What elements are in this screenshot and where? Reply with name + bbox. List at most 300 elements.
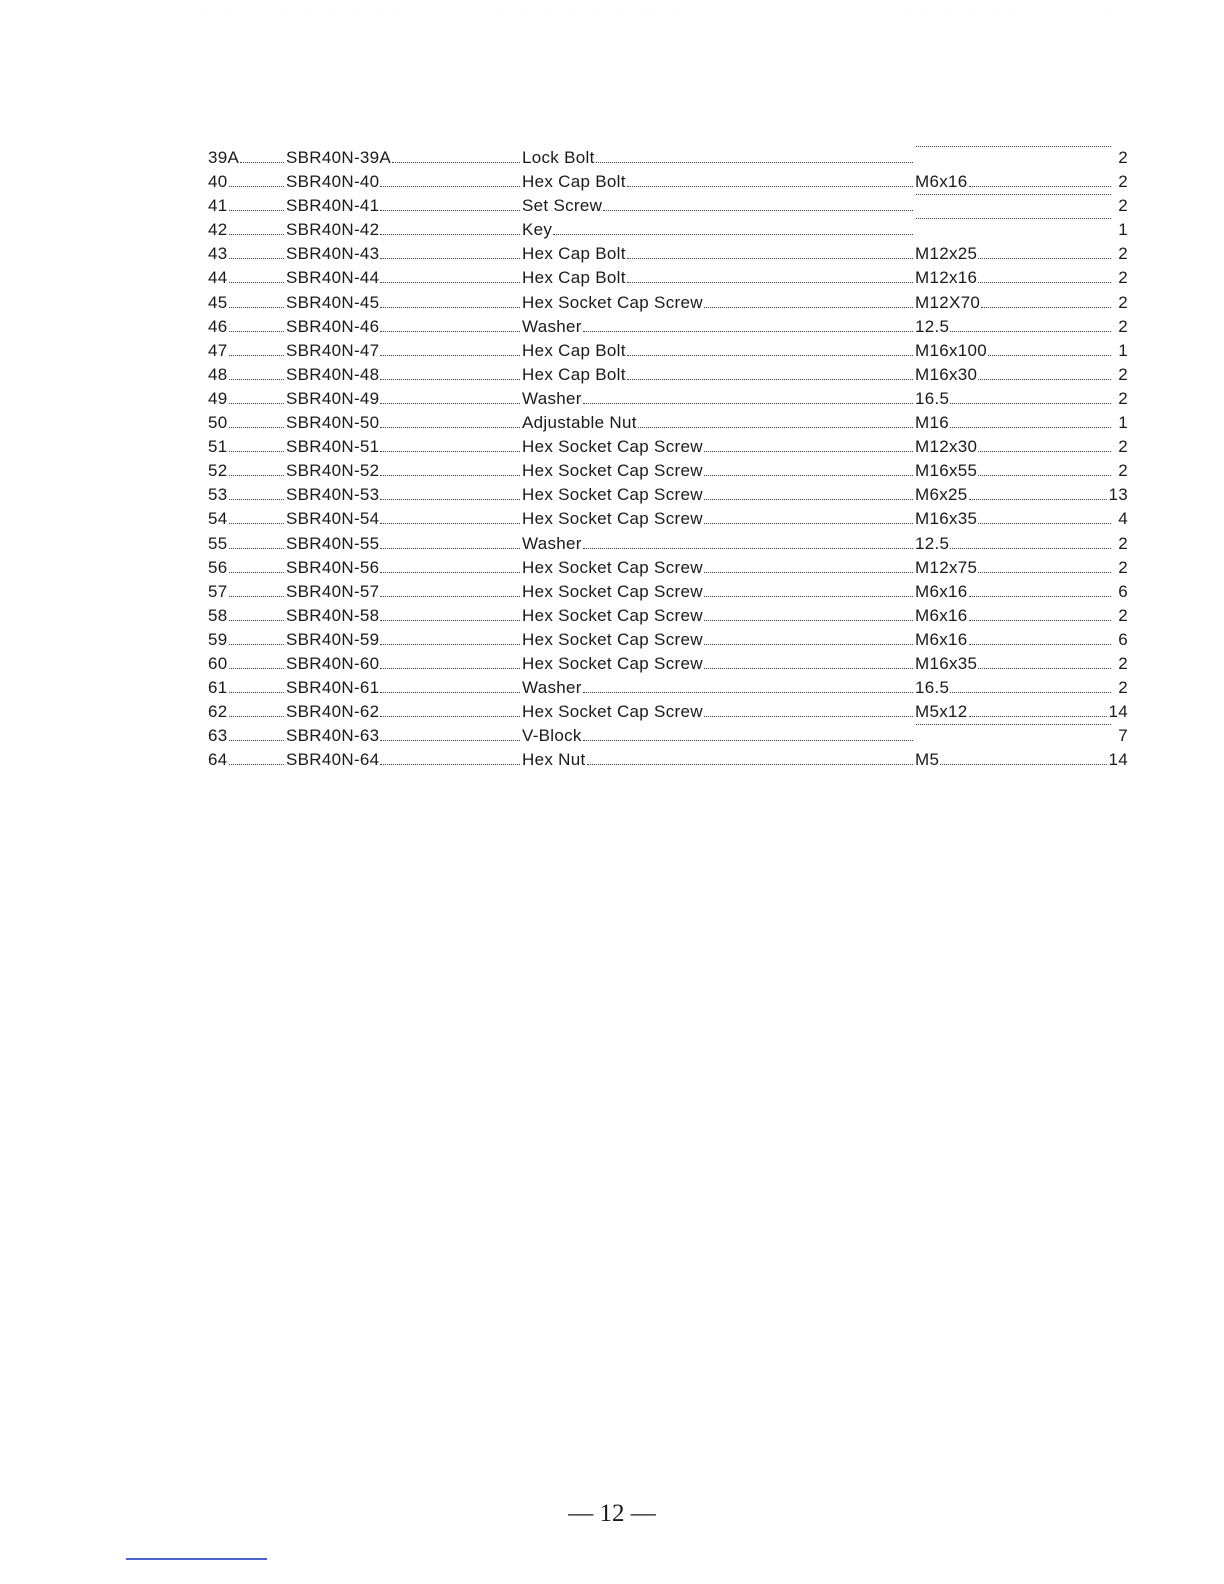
dot-leader <box>704 307 913 308</box>
part-quantity-cell <box>1108 363 1128 387</box>
part-quantity-cell <box>1108 315 1128 339</box>
part-number: SBR40N-52 <box>286 459 379 483</box>
dot-leader <box>380 355 520 356</box>
part-quantity-cell <box>1108 291 1128 315</box>
dot-leader <box>380 451 520 452</box>
part-description-cell <box>522 146 915 170</box>
part-index-cell <box>208 556 286 580</box>
part-size-cell <box>915 532 1113 556</box>
part-index-cell <box>208 604 286 628</box>
part-row <box>208 339 1128 363</box>
dot-leader <box>392 162 520 163</box>
part-index: 60 <box>208 652 228 676</box>
part-size: M6x16 <box>915 628 968 652</box>
part-quantity: 1 <box>1118 413 1128 433</box>
dot-leader <box>978 258 1111 259</box>
part-quantity: 2 <box>1118 533 1128 553</box>
dot-leader <box>916 724 1111 725</box>
part-size-cell <box>915 242 1113 266</box>
part-number-cell <box>286 556 522 580</box>
part-index-cell <box>208 532 286 556</box>
part-size-cell <box>915 459 1113 483</box>
dot-leader <box>380 716 520 717</box>
part-size-cell <box>915 266 1113 290</box>
part-size-cell <box>915 411 1113 435</box>
part-number: SBR40N-50 <box>286 411 379 435</box>
part-size: M12x30 <box>915 435 977 459</box>
part-description: Hex Cap Bolt <box>522 170 626 194</box>
part-number: SBR40N-59 <box>286 628 379 652</box>
part-index-cell <box>208 435 286 459</box>
part-index-cell <box>208 146 286 170</box>
part-size: M12x75 <box>915 556 977 580</box>
part-number-cell <box>286 652 522 676</box>
part-quantity: 2 <box>1118 364 1128 384</box>
part-number: SBR40N-61 <box>286 676 379 700</box>
part-index-cell <box>208 700 286 724</box>
part-description: Hex Socket Cap Screw <box>522 604 703 628</box>
part-row <box>208 266 1128 290</box>
dot-leader <box>978 572 1111 573</box>
dot-leader <box>380 692 520 693</box>
part-row <box>208 459 1128 483</box>
part-description-cell <box>522 628 915 652</box>
part-size: 16.5 <box>915 387 949 411</box>
part-quantity: 4 <box>1118 509 1128 529</box>
part-number-cell <box>286 387 522 411</box>
part-row <box>208 700 1128 724</box>
part-quantity-cell <box>1108 748 1128 772</box>
part-quantity-cell <box>1108 676 1128 700</box>
part-quantity: 13 <box>1108 485 1128 505</box>
dot-leader <box>229 572 284 573</box>
dot-leader <box>229 451 284 452</box>
part-size-cell <box>915 483 1113 507</box>
part-row <box>208 194 1128 218</box>
dot-leader <box>229 692 284 693</box>
dot-leader <box>704 451 913 452</box>
part-quantity-cell <box>1108 507 1128 531</box>
part-size: 12.5 <box>915 532 949 556</box>
part-index: 51 <box>208 435 228 459</box>
dot-leader <box>229 644 284 645</box>
part-quantity-cell <box>1108 170 1128 194</box>
part-size: M16x100 <box>915 339 987 363</box>
dot-leader <box>380 403 520 404</box>
dot-leader <box>704 644 913 645</box>
dot-leader <box>978 523 1111 524</box>
part-size-cell <box>915 363 1113 387</box>
part-row <box>208 242 1128 266</box>
part-number: SBR40N-63 <box>286 724 379 748</box>
part-number-cell <box>286 483 522 507</box>
part-index-cell <box>208 194 286 218</box>
part-quantity-cell <box>1108 556 1128 580</box>
part-size: M16x30 <box>915 363 977 387</box>
part-row <box>208 363 1128 387</box>
part-quantity: 2 <box>1118 461 1128 481</box>
part-description-cell <box>522 339 915 363</box>
part-number: SBR40N-58 <box>286 604 379 628</box>
part-description: Hex Socket Cap Screw <box>522 459 703 483</box>
part-number-cell <box>286 242 522 266</box>
dot-leader <box>229 427 284 428</box>
part-index: 48 <box>208 363 228 387</box>
part-number-cell <box>286 411 522 435</box>
dot-leader <box>704 572 913 573</box>
part-row <box>208 291 1128 315</box>
page-number: — 12 — <box>568 1500 656 1527</box>
part-index-cell <box>208 387 286 411</box>
part-quantity: 2 <box>1118 268 1128 288</box>
part-index-cell <box>208 339 286 363</box>
dot-leader <box>638 427 913 428</box>
dot-leader <box>981 307 1111 308</box>
part-number: SBR40N-54 <box>286 507 379 531</box>
part-row <box>208 483 1128 507</box>
part-description: Hex Socket Cap Screw <box>522 435 703 459</box>
part-description-cell <box>522 676 915 700</box>
dot-leader <box>627 186 913 187</box>
part-index: 56 <box>208 556 228 580</box>
part-size: M12x16 <box>915 266 977 290</box>
dot-leader <box>704 475 913 476</box>
part-description-cell <box>522 170 915 194</box>
dot-leader <box>380 764 520 765</box>
part-quantity: 2 <box>1118 316 1128 336</box>
part-description-cell <box>522 507 915 531</box>
part-quantity-cell <box>1108 459 1128 483</box>
dot-leader <box>583 740 913 741</box>
part-quantity-cell <box>1108 700 1128 724</box>
dot-leader <box>229 355 284 356</box>
dot-leader <box>229 620 284 621</box>
part-size-cell <box>915 724 1113 730</box>
dot-leader <box>229 499 284 500</box>
part-number: SBR40N-55 <box>286 532 379 556</box>
dot-leader <box>940 764 1111 765</box>
dot-leader <box>627 379 913 380</box>
part-row <box>208 580 1128 604</box>
dot-leader <box>583 331 913 332</box>
part-index-cell <box>208 628 286 652</box>
part-index: 43 <box>208 242 228 266</box>
part-index: 64 <box>208 748 228 772</box>
part-size-cell <box>915 339 1113 363</box>
part-number: SBR40N-60 <box>286 652 379 676</box>
dot-leader <box>229 716 284 717</box>
part-number: SBR40N-48 <box>286 363 379 387</box>
part-quantity: 6 <box>1118 581 1128 601</box>
part-index: 63 <box>208 724 228 748</box>
part-size-cell <box>915 676 1113 700</box>
part-description-cell <box>522 218 915 242</box>
part-number-cell <box>286 218 522 242</box>
part-index-cell <box>208 242 286 266</box>
part-description: Key <box>522 218 552 242</box>
dot-leader <box>380 331 520 332</box>
part-number-cell <box>286 507 522 531</box>
part-index-cell <box>208 363 286 387</box>
part-description-cell <box>522 266 915 290</box>
part-quantity-cell <box>1108 218 1128 242</box>
part-number-cell <box>286 628 522 652</box>
part-size: 12.5 <box>915 315 949 339</box>
part-description: Hex Cap Bolt <box>522 242 626 266</box>
part-number-cell <box>286 266 522 290</box>
part-index: 57 <box>208 580 228 604</box>
part-row <box>208 170 1128 194</box>
part-number-cell <box>286 339 522 363</box>
dot-leader <box>950 548 1111 549</box>
part-number-cell <box>286 604 522 628</box>
part-quantity-cell <box>1108 411 1128 435</box>
part-index: 40 <box>208 170 228 194</box>
part-row <box>208 146 1128 170</box>
part-row <box>208 724 1128 748</box>
dot-leader <box>229 548 284 549</box>
dot-leader <box>380 210 520 211</box>
part-size-cell <box>915 628 1113 652</box>
part-quantity-cell <box>1108 652 1128 676</box>
part-row <box>208 315 1128 339</box>
part-row <box>208 676 1128 700</box>
part-quantity: 1 <box>1118 220 1128 240</box>
part-description-cell <box>522 652 915 676</box>
part-number-cell <box>286 748 522 772</box>
dot-leader <box>969 716 1111 717</box>
dot-leader <box>380 620 520 621</box>
part-number: SBR40N-43 <box>286 242 379 266</box>
dot-leader <box>969 644 1111 645</box>
part-description: Washer <box>522 532 582 556</box>
part-size: M6x16 <box>915 604 968 628</box>
part-description: Hex Nut <box>522 748 586 772</box>
dot-leader <box>583 403 913 404</box>
dot-leader <box>380 234 520 235</box>
part-description: Hex Cap Bolt <box>522 363 626 387</box>
part-description: V-Block <box>522 724 582 748</box>
part-row <box>208 387 1128 411</box>
part-size-cell <box>915 700 1113 724</box>
dot-leader <box>704 499 913 500</box>
dot-leader <box>627 258 913 259</box>
part-description: Hex Socket Cap Screw <box>522 628 703 652</box>
part-number: SBR40N-39A <box>286 146 391 170</box>
dot-leader <box>229 764 284 765</box>
dot-leader <box>969 620 1111 621</box>
part-index-cell <box>208 676 286 700</box>
part-quantity-cell <box>1108 724 1128 748</box>
part-size-cell <box>915 748 1113 772</box>
part-index-cell <box>208 652 286 676</box>
dot-leader <box>916 218 1111 219</box>
part-index: 52 <box>208 459 228 483</box>
part-size-cell <box>915 580 1113 604</box>
part-index: 47 <box>208 339 228 363</box>
part-number-cell <box>286 146 522 170</box>
part-quantity: 14 <box>1108 702 1128 722</box>
part-description-cell <box>522 580 915 604</box>
dot-leader <box>978 282 1111 283</box>
dot-leader <box>704 596 913 597</box>
part-quantity: 2 <box>1118 172 1128 192</box>
bottom-rule <box>126 1558 267 1560</box>
part-description: Hex Socket Cap Screw <box>522 483 703 507</box>
part-number: SBR40N-57 <box>286 580 379 604</box>
part-description: Hex Cap Bolt <box>522 266 626 290</box>
parts-list <box>208 146 1128 772</box>
dot-leader <box>978 451 1111 452</box>
part-description: Hex Socket Cap Screw <box>522 700 703 724</box>
part-row <box>208 556 1128 580</box>
part-quantity: 2 <box>1118 437 1128 457</box>
dot-leader <box>229 186 284 187</box>
part-quantity-cell <box>1108 604 1128 628</box>
part-size-cell <box>915 291 1113 315</box>
part-size: M5x12 <box>915 700 968 724</box>
part-index: 44 <box>208 266 228 290</box>
part-description-cell <box>522 315 915 339</box>
part-index-cell <box>208 411 286 435</box>
dot-leader <box>380 475 520 476</box>
part-row <box>208 652 1128 676</box>
part-index: 53 <box>208 483 228 507</box>
part-size: M6x16 <box>915 580 968 604</box>
part-quantity-cell <box>1108 194 1128 218</box>
dot-leader <box>627 282 913 283</box>
part-quantity-cell <box>1108 532 1128 556</box>
part-description: Washer <box>522 315 582 339</box>
part-description-cell <box>522 748 915 772</box>
part-quantity-cell <box>1108 266 1128 290</box>
dot-leader <box>380 186 520 187</box>
dot-leader <box>229 331 284 332</box>
part-description: Hex Socket Cap Screw <box>522 556 703 580</box>
part-description: Hex Cap Bolt <box>522 339 626 363</box>
part-description-cell <box>522 435 915 459</box>
part-number-cell <box>286 194 522 218</box>
part-size-cell <box>915 435 1113 459</box>
dot-leader <box>969 596 1111 597</box>
part-size: M16x35 <box>915 507 977 531</box>
part-row <box>208 532 1128 556</box>
part-number: SBR40N-64 <box>286 748 379 772</box>
part-description: Set Screw <box>522 194 602 218</box>
part-quantity-cell <box>1108 483 1128 507</box>
part-index: 39A <box>208 146 239 170</box>
part-size: M6x16 <box>915 170 968 194</box>
dot-leader <box>583 548 913 549</box>
part-description: Hex Socket Cap Screw <box>522 291 703 315</box>
dot-leader <box>229 210 284 211</box>
part-index: 49 <box>208 387 228 411</box>
dot-leader <box>978 475 1111 476</box>
part-number: SBR40N-49 <box>286 387 379 411</box>
dot-leader <box>969 186 1111 187</box>
dot-leader <box>603 210 913 211</box>
part-index: 58 <box>208 604 228 628</box>
part-size: M16x55 <box>915 459 977 483</box>
part-index-cell <box>208 266 286 290</box>
part-row <box>208 218 1128 242</box>
part-size-cell <box>915 194 1113 200</box>
dot-leader <box>704 716 913 717</box>
part-description-cell <box>522 532 915 556</box>
dot-leader <box>380 282 520 283</box>
part-size: M12x25 <box>915 242 977 266</box>
part-index: 54 <box>208 507 228 531</box>
part-quantity-cell <box>1108 146 1128 170</box>
part-index-cell <box>208 748 286 772</box>
part-index: 41 <box>208 194 228 218</box>
dot-leader <box>229 668 284 669</box>
part-index-cell <box>208 291 286 315</box>
dot-leader <box>229 307 284 308</box>
dot-leader <box>704 523 913 524</box>
part-size-cell <box>915 315 1113 339</box>
dot-leader <box>627 355 913 356</box>
dot-leader <box>380 499 520 500</box>
part-number: SBR40N-46 <box>286 315 379 339</box>
dot-leader <box>380 668 520 669</box>
part-row <box>208 411 1128 435</box>
dot-leader <box>596 162 913 163</box>
part-row <box>208 435 1128 459</box>
part-index: 42 <box>208 218 228 242</box>
part-index-cell <box>208 170 286 194</box>
dot-leader <box>380 427 520 428</box>
part-index-cell <box>208 315 286 339</box>
part-description-cell <box>522 459 915 483</box>
dot-leader <box>978 668 1111 669</box>
dot-leader <box>380 523 520 524</box>
part-size: M16x35 <box>915 652 977 676</box>
part-size: M5 <box>915 748 939 772</box>
part-quantity-cell <box>1108 580 1128 604</box>
part-size-cell <box>915 146 1113 152</box>
part-number: SBR40N-62 <box>286 700 379 724</box>
part-size-cell <box>915 652 1113 676</box>
part-description: Adjustable Nut <box>522 411 637 435</box>
part-description-cell <box>522 724 915 748</box>
part-index: 59 <box>208 628 228 652</box>
part-description-cell <box>522 387 915 411</box>
part-number: SBR40N-47 <box>286 339 379 363</box>
part-quantity: 2 <box>1118 196 1128 216</box>
dot-leader <box>380 572 520 573</box>
part-description-cell <box>522 242 915 266</box>
part-quantity-cell <box>1108 387 1128 411</box>
part-quantity: 2 <box>1118 388 1128 408</box>
dot-leader <box>229 258 284 259</box>
part-row <box>208 507 1128 531</box>
part-description-cell <box>522 411 915 435</box>
part-quantity: 2 <box>1118 148 1128 167</box>
part-index-cell <box>208 483 286 507</box>
part-number-cell <box>286 580 522 604</box>
part-number-cell <box>286 291 522 315</box>
part-description: Washer <box>522 676 582 700</box>
part-number: SBR40N-53 <box>286 483 379 507</box>
dot-leader <box>229 475 284 476</box>
dot-leader <box>229 234 284 235</box>
dot-leader <box>229 596 284 597</box>
dot-leader <box>229 403 284 404</box>
top-header-fragment: . . . . . . . . . . . . . . . . . . . . . . . . . . . . . . . . . . . . . . . <box>205 6 1117 14</box>
part-index-cell <box>208 580 286 604</box>
part-index: 62 <box>208 700 228 724</box>
